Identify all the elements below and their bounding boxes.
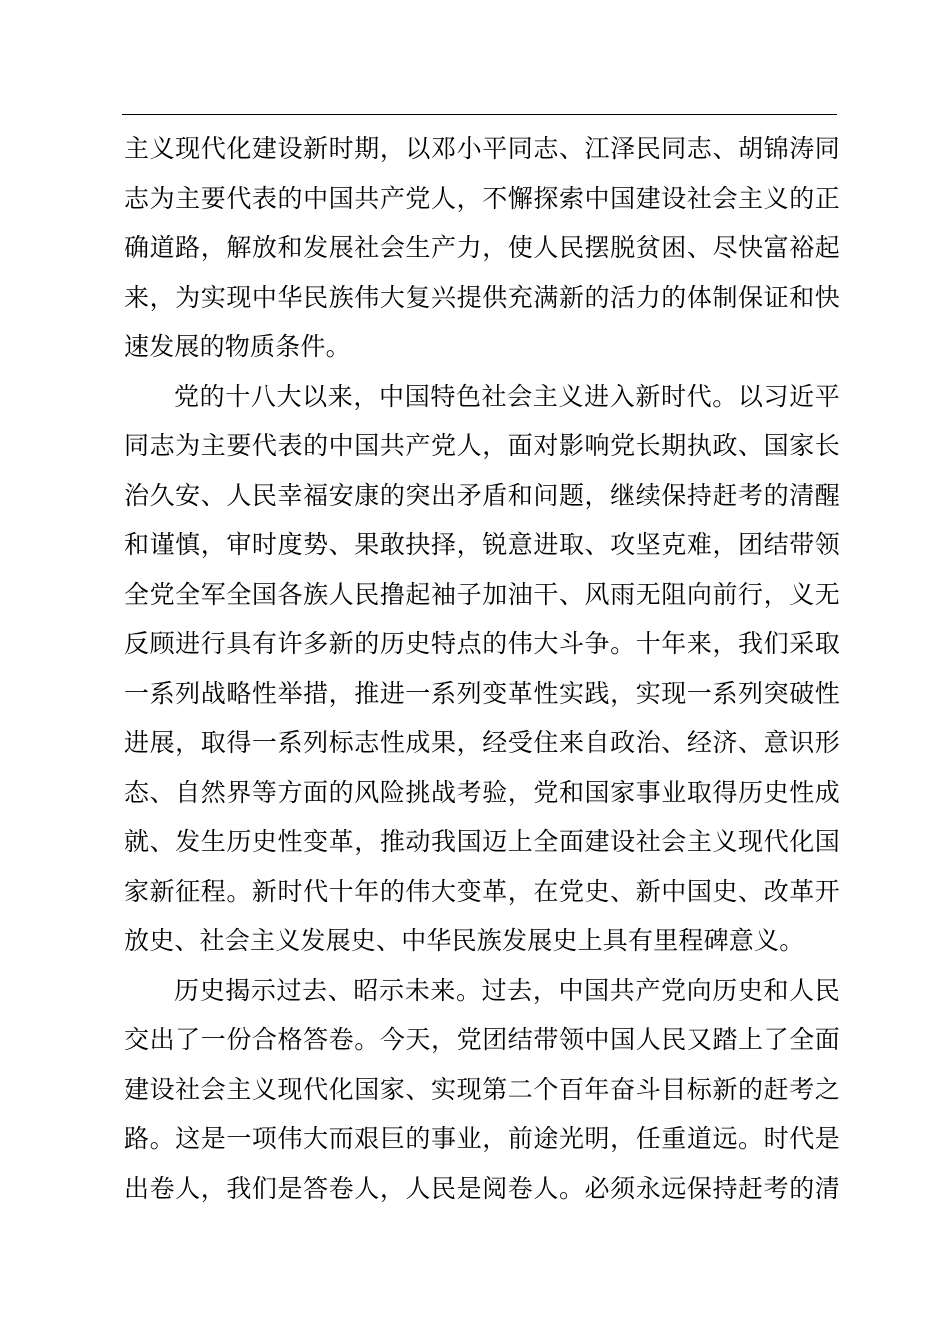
body-text	[124, 124, 840, 1213]
text-line: 出卷人，我们是答卷人，人民是阅卷人。必须永远保持赶考的清	[124, 1173, 840, 1203]
text-line: 一系列战略性举措，推进一系列变革性实践，实现一系列突破性	[124, 678, 840, 708]
text-line: 确道路，解放和发展社会生产力，使人民摆脱贫困、尽快富裕起	[124, 233, 840, 262]
paragraph-first-line: 党的十八大以来，中国特色社会主义进入新时代。以习近平	[174, 381, 840, 411]
text-line: 交出了一份合格答卷。今天，党团结带领中国人民又踏上了全面	[124, 1025, 840, 1054]
text-line: 主义现代化建设新时期，以邓小平同志、江泽民同志、胡锦涛同	[124, 134, 840, 163]
text-line: 志为主要代表的中国共产党人，不懈探索中国建设社会主义的正	[124, 183, 840, 213]
text-line: 进展，取得一系列标志性成果，经受住来自政治、经济、意识形	[124, 728, 840, 757]
text-line: 治久安、人民幸福安康的突出矛盾和问题，继续保持赶考的清醒	[124, 480, 840, 510]
text-line: 全党全军全国各族人民撸起袖子加油干、风雨无阻向前行，义无	[124, 579, 840, 609]
text-line: 建设社会主义现代化国家、实现第二个百年奋斗目标新的赶考之	[124, 1074, 840, 1104]
text-line: 家新征程。新时代十年的伟大变革，在党史、新中国史、改革开	[124, 876, 840, 906]
text-line: 速发展的物质条件。	[124, 332, 351, 361]
paragraph-first-line: 历史揭示过去、昭示未来。过去，中国共产党向历史和人民	[174, 975, 840, 1005]
text-line: 态、自然界等方面的风险挑战考验，党和国家事业取得历史性成	[124, 777, 840, 807]
text-line: 就、发生历史性变革，推动我国迈上全面建设社会主义现代化国	[124, 827, 840, 856]
text-line: 同志为主要代表的中国共产党人，面对影响党长期执政、国家长	[124, 431, 840, 460]
text-line: 来，为实现中华民族伟大复兴提供充满新的活力的体制保证和快	[124, 282, 840, 312]
text-line: 反顾进行具有许多新的历史特点的伟大斗争。十年来，我们采取	[124, 629, 840, 658]
header-rule	[122, 114, 837, 115]
text-line: 路。这是一项伟大而艰巨的事业，前途光明，任重道远。时代是	[124, 1124, 840, 1153]
text-line: 放史、社会主义发展史、中华民族发展史上具有里程碑意义。	[124, 926, 805, 955]
text-line: 和谨慎，审时度势、果敢抉择，锐意进取、攻坚克难，团结带领	[124, 530, 840, 559]
